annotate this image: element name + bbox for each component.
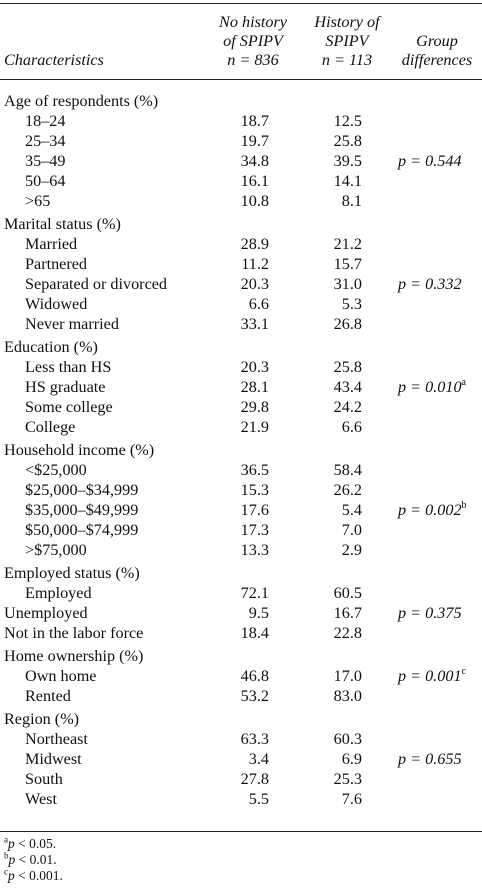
footnote	[4, 868, 63, 884]
p-value-text: p = 0.010	[398, 378, 462, 396]
group-title-row	[0, 709, 482, 729]
header-history-line1: History of	[314, 13, 380, 31]
table-row	[0, 151, 482, 171]
value-history: 25.8	[333, 132, 362, 150]
row-label: $35,000–$49,999	[25, 501, 139, 519]
value-history: 25.8	[333, 358, 362, 376]
value-history: 39.5	[333, 152, 362, 170]
value-history: 21.2	[333, 235, 362, 253]
p-value	[398, 749, 462, 769]
table-row	[0, 749, 482, 769]
value-history: 26.2	[333, 481, 362, 499]
row-label: College	[25, 418, 76, 436]
value-no-history: 11.2	[241, 255, 269, 273]
group-title-row	[0, 440, 482, 460]
p-value-text: p = 0.655	[398, 750, 462, 768]
row-label: Some college	[25, 398, 113, 416]
header-history-n: n = 113	[321, 51, 373, 69]
row-label: Employed	[25, 584, 92, 602]
value-no-history: 16.1	[240, 172, 269, 190]
value-history: 58.4	[333, 461, 362, 479]
top-rule	[0, 3, 482, 4]
row-label: 35–49	[25, 152, 66, 170]
value-history: 60.3	[333, 730, 362, 748]
table-row	[0, 460, 482, 480]
row-label: $25,000–$34,999	[25, 481, 139, 499]
value-no-history: 28.1	[240, 378, 269, 396]
p-value	[398, 274, 462, 294]
group-title: Age of respondents (%)	[4, 92, 159, 110]
p-value	[398, 603, 462, 623]
table-row	[0, 769, 482, 789]
p-value	[398, 377, 466, 397]
footnote-p: p	[8, 852, 16, 867]
footnote-marker: a	[4, 834, 8, 845]
table-row	[0, 686, 482, 706]
table-row	[0, 357, 482, 377]
value-history: 7.0	[341, 521, 362, 539]
value-no-history: 19.7	[240, 132, 269, 150]
footnote-p: p	[8, 868, 15, 883]
group-title: Marital status (%)	[4, 215, 121, 233]
row-label: 18–24	[25, 112, 66, 130]
value-no-history: 36.5	[240, 461, 269, 479]
table-row	[0, 111, 482, 131]
table-body	[0, 91, 482, 809]
p-value	[398, 666, 466, 686]
group-title: Employed status (%)	[4, 564, 140, 582]
value-no-history: 34.8	[240, 152, 269, 170]
p-value-text: p = 0.002	[398, 501, 462, 519]
value-history: 31.0	[333, 275, 362, 293]
table-row	[0, 234, 482, 254]
row-label: Partnered	[25, 255, 88, 273]
footnote-text: < 0.01.	[15, 852, 57, 867]
value-no-history: 15.3	[240, 481, 269, 499]
header-history	[302, 13, 392, 70]
group-title-row	[0, 91, 482, 111]
row-label: Not in the labor force	[4, 624, 144, 642]
value-no-history: 6.6	[248, 295, 269, 313]
p-value-superscript: c	[461, 665, 466, 677]
value-no-history: 17.3	[240, 521, 269, 539]
group-title: Home ownership (%)	[4, 647, 144, 665]
group-title-row	[0, 563, 482, 583]
table-row	[0, 377, 482, 397]
footnote	[4, 852, 63, 868]
value-no-history: 28.9	[240, 235, 269, 253]
table-row	[0, 666, 482, 686]
row-label: Northeast	[25, 730, 88, 748]
table-row	[0, 397, 482, 417]
group-title: Region (%)	[4, 710, 80, 728]
p-value-text: p = 0.001	[398, 667, 462, 685]
table-row	[0, 480, 482, 500]
group-title: Education (%)	[4, 338, 98, 356]
value-no-history: 72.1	[240, 584, 269, 602]
value-no-history: 29.8	[240, 398, 269, 416]
table-row	[0, 417, 482, 437]
row-label: <$25,000	[25, 461, 87, 479]
group-title: Household income (%)	[4, 441, 155, 459]
p-value	[398, 151, 462, 171]
footnote-text: < 0.05.	[14, 836, 57, 851]
table-row	[0, 540, 482, 560]
value-no-history: 13.3	[240, 541, 269, 559]
header-group-line1: Group	[416, 32, 458, 50]
row-label: Rented	[25, 687, 71, 705]
value-no-history: 17.6	[240, 501, 269, 519]
value-no-history: 18.7	[240, 112, 269, 130]
row-label: Own home	[25, 667, 97, 685]
value-no-history: 46.8	[240, 667, 269, 685]
row-label: Unemployed	[4, 604, 88, 622]
value-no-history: 21.9	[240, 418, 269, 436]
value-history: 16.7	[333, 604, 362, 622]
table-row	[0, 294, 482, 314]
group-title-row	[0, 646, 482, 666]
p-value-superscript: a	[461, 376, 466, 388]
table-row	[0, 131, 482, 151]
value-history: 24.2	[333, 398, 362, 416]
table-row	[0, 583, 482, 603]
table-row	[0, 254, 482, 274]
value-no-history: 10.8	[240, 192, 269, 210]
value-history: 22.8	[333, 624, 362, 642]
value-no-history: 63.3	[240, 730, 269, 748]
value-history: 6.6	[341, 418, 362, 436]
footnote-marker: c	[4, 866, 8, 877]
value-no-history: 3.4	[248, 750, 269, 768]
value-history: 7.6	[341, 790, 362, 808]
footnote-marker: b	[4, 850, 9, 861]
value-history: 83.0	[333, 687, 362, 705]
row-label: >$75,000	[25, 541, 87, 559]
header-group-line2: differences	[401, 51, 473, 69]
footnote-p: p	[8, 836, 15, 851]
table-row	[0, 623, 482, 643]
footnote-text: < 0.001.	[14, 868, 63, 883]
value-no-history: 5.5	[248, 790, 269, 808]
value-no-history: 18.4	[240, 624, 269, 642]
header-characteristics: Characteristics	[4, 51, 104, 69]
header-group-differences	[392, 32, 482, 70]
header-no-history	[207, 13, 299, 70]
value-history: 14.1	[333, 172, 362, 190]
bottom-rule	[0, 831, 482, 832]
value-history: 15.7	[333, 255, 362, 273]
p-value-text: p = 0.332	[398, 275, 462, 293]
p-value-text: p = 0.375	[398, 604, 462, 622]
value-history: 2.9	[341, 541, 362, 559]
value-history: 12.5	[333, 112, 362, 130]
table-row	[0, 729, 482, 749]
value-no-history: 20.3	[240, 358, 269, 376]
header-rule	[0, 79, 482, 80]
row-label: 50–64	[25, 172, 66, 190]
value-no-history: 53.2	[240, 687, 269, 705]
value-history: 8.1	[341, 192, 362, 210]
table-row	[0, 314, 482, 334]
header-history-line2: SPIPV	[325, 32, 369, 50]
row-label: HS graduate	[25, 378, 106, 396]
value-history: 60.5	[333, 584, 362, 602]
row-label: 25–34	[25, 132, 66, 150]
footnote	[4, 836, 63, 852]
p-value-superscript: b	[461, 499, 467, 511]
row-label: Widowed	[25, 295, 88, 313]
table-row	[0, 191, 482, 211]
group-title-row	[0, 214, 482, 234]
row-label: Midwest	[25, 750, 82, 768]
row-label: $50,000–$74,999	[25, 521, 139, 539]
header-no-history-n: n = 836	[227, 51, 279, 69]
table-row	[0, 274, 482, 294]
row-label: South	[25, 770, 63, 788]
row-label: West	[25, 790, 57, 808]
group-title-row	[0, 337, 482, 357]
value-history: 25.3	[333, 770, 362, 788]
header-no-history-line1: No history	[219, 13, 287, 31]
value-history: 6.9	[341, 750, 362, 768]
row-label: Never married	[25, 315, 119, 333]
table-row	[0, 500, 482, 520]
value-history: 26.8	[333, 315, 362, 333]
row-label: >65	[25, 192, 51, 210]
table-row	[0, 603, 482, 623]
value-history: 17.0	[333, 667, 362, 685]
p-value-text: p = 0.544	[398, 152, 462, 170]
header-no-history-line2: of SPIPV	[223, 32, 283, 50]
table-row	[0, 520, 482, 540]
value-history: 5.4	[341, 501, 362, 519]
table-row	[0, 171, 482, 191]
value-no-history: 27.8	[240, 770, 269, 788]
value-no-history: 9.5	[248, 604, 269, 622]
table-row	[0, 789, 482, 809]
p-value	[398, 500, 467, 520]
row-label: Separated or divorced	[25, 275, 168, 293]
row-label: Married	[25, 235, 78, 253]
footnotes	[4, 836, 63, 884]
value-no-history: 33.1	[240, 315, 269, 333]
value-history: 43.4	[333, 378, 362, 396]
row-label: Less than HS	[25, 358, 112, 376]
value-no-history: 20.3	[240, 275, 269, 293]
value-history: 5.3	[341, 295, 362, 313]
